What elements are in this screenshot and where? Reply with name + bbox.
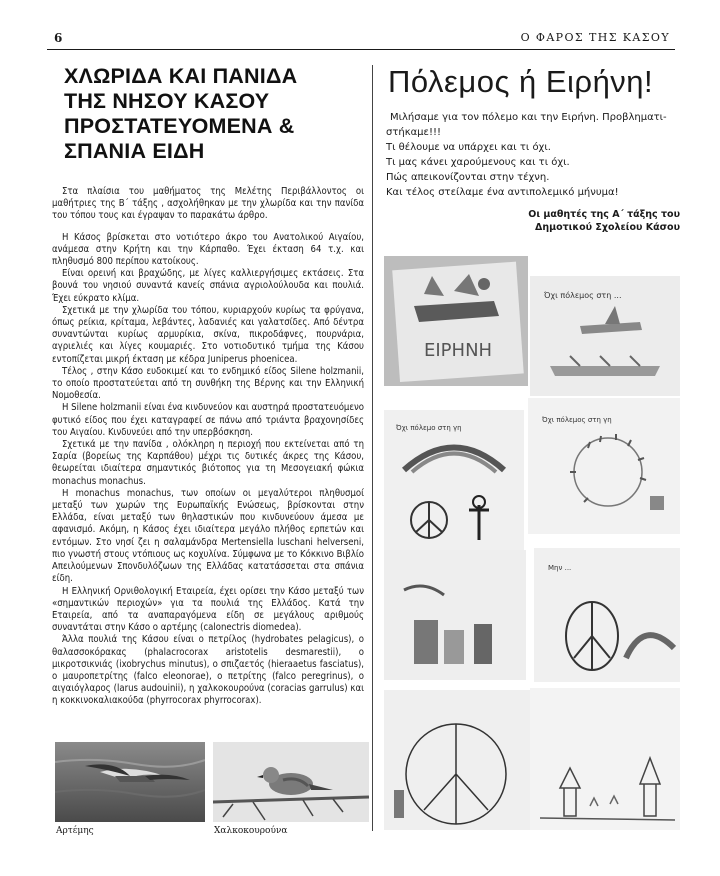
text-line: στήκαμε!!! xyxy=(386,127,441,138)
drawing-airplane xyxy=(530,276,680,396)
bird-photos xyxy=(55,742,369,822)
header-rule xyxy=(47,49,675,50)
drawing-label: Όχι πόλεμο στη γη xyxy=(396,424,462,432)
drawing-globe-people xyxy=(528,398,680,534)
drawing-flags xyxy=(384,550,526,680)
article-text xyxy=(386,110,682,200)
drawing-label: ΕΙΡΗΝΗ xyxy=(424,340,493,361)
paragraph: Είναι ορεινή και βραχώδης, με λίγες καλλιεργήσιμες εκτάσεις. Στα βουνά του νησιού συναντά κανείς σπάνια αγριολούλουδα και πουλιά. Έχει εύκρατο κλίμα. xyxy=(52,268,364,304)
drawing-peace-rainbow xyxy=(384,410,524,550)
title-line: ΣΠΑΝΙΑ ΕΙΔΗ xyxy=(64,139,205,163)
caption-shearwater: Αρτέμης xyxy=(56,826,94,836)
caption-roller: Χαλκοκουρούνα xyxy=(214,826,288,836)
drawing-label: Όχι πόλεμος στη γη xyxy=(542,416,612,424)
signature-line: Δημοτικού Σχολείου Κάσου xyxy=(534,222,680,233)
war-peace-article xyxy=(382,64,682,234)
intro-paragraph: Στα πλαίσια του μαθήματος της Μελέτης Περιβάλλοντος οι μαθήτριες της Β΄ τάξης , ασχολήθηκαν με την χλωρίδα και την πανίδα του τόπου τους και έγραψαν το παρακάτω άρθρο. xyxy=(52,186,364,222)
paragraph: Άλλα πουλιά της Κάσου είναι ο πετρίλος (hydrobates pelagicus), ο θαλασσοκόρακας (phalacrocorax aristotelis desmarestii), ο μικροτσικνιάς (ixobrychus minutus), ο σπιζαετός (hieraaetus fasciatus), ο μαυροπετρίτης (falco eleonorae), ο πετρίτης (falco peregrinus), ο αιγαιόγλαρος (larus audouinii), η χαλκοκουρούνα (coracias garrulus) και η κοκκινοκαλιακούδα (phyrrocorax phyrrocorax). xyxy=(52,634,364,707)
drawing-label: Μην ... xyxy=(548,564,572,572)
title-line: ΠΡΟΣΤΑΤΕΥΟΜΕΝΑ & xyxy=(64,114,295,138)
text-line: Τι θέλουμε να υπάρχει και τι όχι. xyxy=(386,142,551,153)
text-line: Τι μας κάνει χαρούμενους και τι όχι. xyxy=(386,157,570,168)
text-line: Πώς απεικονίζονται στην τέχνη. xyxy=(386,172,550,183)
article-body xyxy=(52,186,364,708)
flora-fauna-article xyxy=(52,64,364,708)
title-line: ΧΛΩΡΙΔΑ ΚΑΙ ΠΑΝΙΔΑ xyxy=(64,64,298,88)
drawing-peace-ships xyxy=(384,256,528,386)
newspaper-name: Ο ΦΑΡΟΣ ΤΗΣ ΚΑΣΟΥ xyxy=(520,31,670,44)
page-number: 6 xyxy=(54,31,63,45)
paragraph: Η Silene holzmanii είναι ένα κινδυνεύον και αυστηρά προστατευόμενο φυτικό είδος που έχει καταγραφεί σε πάνω από τριάντα βραχονησίδες του Αιγαίου. Κινδυνεύει από την υπερβόσκηση. xyxy=(52,402,364,438)
text-line: Μιλήσαμε για τον πόλεμο και την Ειρήνη. Προβληματι- xyxy=(390,112,667,123)
article-title: Πόλεμος ή Ειρήνη! xyxy=(388,64,654,99)
column-divider xyxy=(372,65,373,831)
drawing-label: Όχι πόλεμος στη ... xyxy=(544,291,622,300)
article-signature xyxy=(382,208,680,234)
paragraph: Η Ελληνική Ορνιθολογική Εταιρεία, έχει ορίσει την Κάσο μεταξύ των «σημαντικών περιοχών» για τα πουλιά της Ελλάδος. Κατά την Εταιρεία, από τα αναπαραγόμενα είδη σε μεγάλους αριθμούς συναντάται στην Κάσο ο αρτέμης (calonectris diomedea). xyxy=(52,585,364,634)
title-line: ΤΗΣ ΝΗΣΟΥ ΚΑΣΟΥ xyxy=(64,89,270,113)
roller-photo xyxy=(213,742,369,822)
signature-line: Οι μαθητές της Α΄ τάξης του xyxy=(528,209,680,220)
text-line: Και τέλος στείλαμε ένα αντιπολεμικό μήνυμα! xyxy=(386,187,619,198)
drawing-peace-circle xyxy=(384,690,534,830)
paragraph: Η monachus monachus, των οποίων οι μεγαλύτεροι πληθυσμοί μεταξύ των χωρών της Ευρωπαϊκής Ενώσεως, βρίσκονται στην Ελλάδα, είναι μεταξύ των θηλαστικών που κινδυνεύουν άμεσα με αφανισμό. Ακόμη, η Κάσος έχει ιδιαίτερα μεγάλο πλήθος ερπετών και εντόμων. Στο νησί ζει η σαλαμάνδρα Mertensiella luschani helverseni, πιο γνωστή στους ντόπιους ως κοχυλίνα. Σύμφωνα με το Κόκκινο Βιβλίο Απειλούμενων Σπονδυλόζωων της Ελλάδας κατατάσσεται στα σπάνια είδη. xyxy=(52,487,364,585)
paragraph: Τέλος , στην Κάσο ευδοκιμεί και το ενδημικό είδος Silene holzmanii, το οποίο προστατεύεται από τη συνθήκη της Βέρνης και την Ελληνική Νομοθεσία. xyxy=(52,365,364,402)
drawing-houses xyxy=(530,688,680,830)
paragraph: Σχετικά με την πανίδα , ολόκληρη η περιοχή που εκτείνεται από τη Σαρία (βορείως της Καρπάθου) μέχρι τις δυτικές άκρες της Κάσου, θεωρείται ιδιαίτερα σημαντικός βιότοπος για τη Μεσογειακή φώκια monachus monachus. xyxy=(52,439,364,487)
shearwater-photo xyxy=(55,742,205,822)
page-header xyxy=(40,31,680,45)
paragraph: Η Κάσος βρίσκεται στο νοτιότερο άκρο του Ανατολικού Αιγαίου, ανάμεσα στην Κρήτη και την Κάρπαθο. Έχει έκταση 64 τ.χ. και πληθυσμό 800 περίπου κατοίκους. xyxy=(52,231,364,268)
drawing-peace-sign xyxy=(534,548,680,682)
article-title xyxy=(64,64,364,164)
paragraph: Σχετικά με την χλωρίδα του τόπου, κυριαρχούν κυρίως τα φρύγανα, όπως ρείκια, κρίταμα, λεβάντες, λαδανιές και γαλατσίδες. Από δέντρα συναντώνται κυρίως αρμυρίκια, σκίνα, πικροδάφνες, πουρνάρια, αγριελιές και λίγες κουμαριές. Στο νοτιοδυτικό τμήμα της Κάσου εντοπίζεται μικρή έκταση με κέδρα Juniperus phoenicea. xyxy=(52,304,364,365)
